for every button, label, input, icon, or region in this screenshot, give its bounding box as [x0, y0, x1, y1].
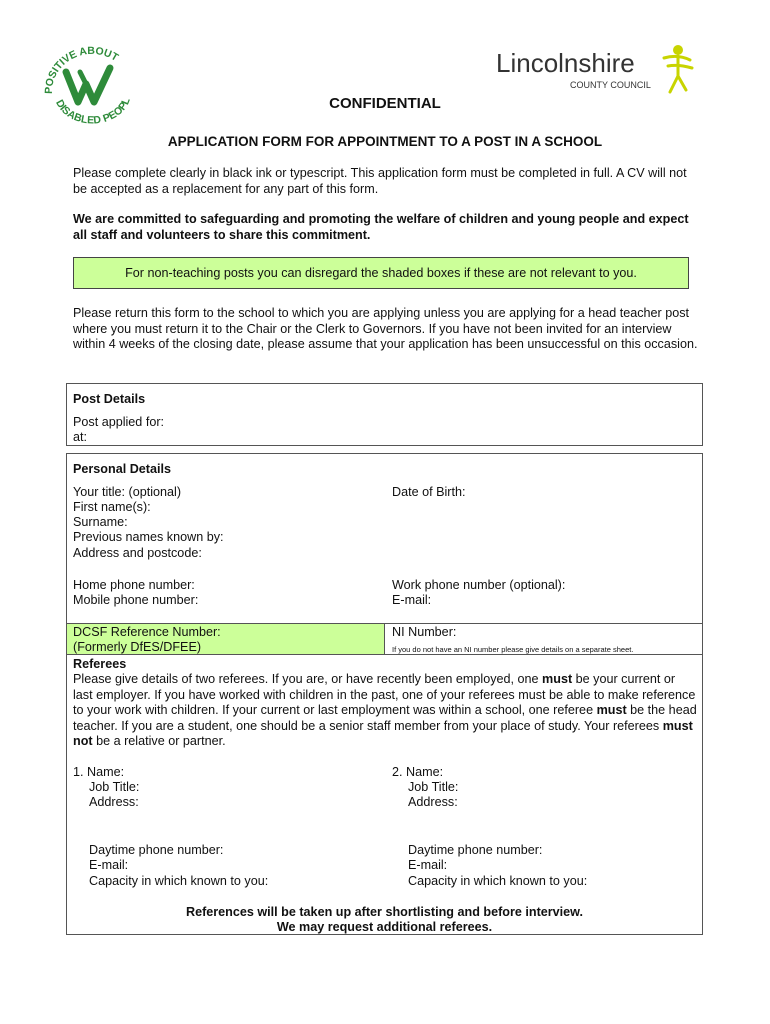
positive-about-disabled-people-logo: [38, 44, 144, 128]
referees-must-1: must: [542, 672, 573, 686]
references-note-2: We may request additional referees.: [276, 920, 493, 934]
post-at-field[interactable]: at:: [73, 430, 88, 444]
referee2-address-field[interactable]: Address:: [408, 795, 458, 809]
non-teaching-note: For non-teaching posts you can disregard the shaded boxes if these are not relevant to you.: [73, 257, 689, 289]
return-instructions: [73, 306, 703, 353]
referee1-email-field[interactable]: E-mail:: [89, 858, 129, 872]
dcsf-label: DCSF Reference Number:: [73, 625, 221, 639]
ni-number-note: If you do not have an NI number please give details on a separate sheet.: [392, 645, 634, 654]
home-phone-field[interactable]: Home phone number:: [73, 578, 195, 592]
intro-paragraph: Please complete clearly in black ink or typescript. This application form must be completed in full. A CV will not be accepted as a replacement for any part of this form.: [73, 166, 687, 196]
referee2-job-field[interactable]: Job Title:: [408, 780, 459, 794]
page-title: CONFIDENTIAL: [329, 95, 441, 112]
referee1-job-field[interactable]: Job Title:: [89, 780, 140, 794]
lincolnshire-wordmark: Lincolnshire: [496, 48, 635, 78]
referees-heading: Referees: [73, 657, 127, 671]
previous-names-field[interactable]: Previous names known by:: [73, 530, 224, 544]
referee1-name-field[interactable]: 1. Name:: [73, 765, 125, 779]
surname-field[interactable]: Surname:: [73, 515, 128, 529]
post-applied-field[interactable]: Post applied for:: [73, 415, 165, 429]
ni-number-label: NI Number:: [392, 625, 457, 639]
email-field[interactable]: E-mail:: [392, 593, 432, 607]
referees-instructions: [73, 672, 698, 750]
svg-text:POSITIVE ABOUT: POSITIVE ABOUT: [42, 44, 121, 95]
referee1-phone-field[interactable]: Daytime phone number:: [89, 843, 224, 857]
dcsf-former-label: (Formerly DfES/DFEE): [73, 640, 202, 654]
personal-details-heading: Personal Details: [73, 462, 171, 476]
date-of-birth-field[interactable]: Date of Birth:: [392, 485, 466, 499]
referees-must-not: must not: [73, 718, 693, 748]
referees-text-c: be the head teacher. If you are a student, one should be a senior staff member from your place of study. Your referees: [73, 703, 697, 733]
referees-must-2: must: [596, 703, 627, 717]
ni-number-cell[interactable]: [385, 623, 702, 655]
lincolnshire-county-council-logo: [494, 42, 698, 98]
post-details-section: [66, 383, 703, 446]
personal-details-section: [66, 453, 703, 935]
mobile-phone-field[interactable]: Mobile phone number:: [73, 593, 199, 607]
referee1-address-field[interactable]: Address:: [89, 795, 139, 809]
first-names-field[interactable]: First name(s):: [73, 500, 151, 514]
svg-text:DISABLED PEOPLE: DISABLED PEOPL: [53, 96, 133, 127]
referees-text-b: be your current or last employer. If you have worked with children in the past, one of your referees must be able to make reference to your work with children. If your current or last employment was within a school, one referee: [73, 672, 696, 717]
referee2-name-field[interactable]: 2. Name:: [392, 765, 444, 779]
safeguarding-statement: [73, 212, 703, 243]
referee1-capacity-field[interactable]: Capacity in which known to you:: [89, 874, 269, 888]
county-council-wordmark: COUNTY COUNCIL: [570, 80, 651, 90]
referees-text-a: Please give details of two referees. If you are, or have recently been employed, one: [73, 672, 543, 686]
referee2-phone-field[interactable]: Daytime phone number:: [408, 843, 543, 857]
form-subtitle: APPLICATION FORM FOR APPOINTMENT TO A POST IN A SCHOOL: [167, 134, 603, 149]
intro-instructions: [73, 166, 703, 197]
work-phone-field[interactable]: Work phone number (optional):: [392, 578, 566, 592]
dcsf-reference-cell[interactable]: [67, 623, 385, 655]
referees-text-d: be a relative or partner.: [92, 734, 226, 748]
address-field[interactable]: Address and postcode:: [73, 546, 202, 560]
post-details-heading: Post Details: [73, 392, 146, 406]
title-field[interactable]: Your title: (optional): [73, 485, 182, 499]
lincolnshire-figure-icon: [664, 45, 692, 92]
safeguarding-paragraph: We are committed to safeguarding and promoting the welfare of children and young people and expect all staff and volunteers to share this commitment.: [73, 212, 689, 242]
return-paragraph: Please return this form to the school to which you are applying unless you are applying for a head teacher post where you must return it to the Chair or the Clerk to Governors. If you have not been invited for an interview within 4 weeks of the closing date, please assume that your application has been unsuccessful on this occasion.: [73, 306, 698, 351]
referee2-capacity-field[interactable]: Capacity in which known to you:: [408, 874, 588, 888]
references-note-1: References will be taken up after shortlisting and before interview.: [185, 905, 584, 919]
referee2-email-field[interactable]: E-mail:: [408, 858, 448, 872]
